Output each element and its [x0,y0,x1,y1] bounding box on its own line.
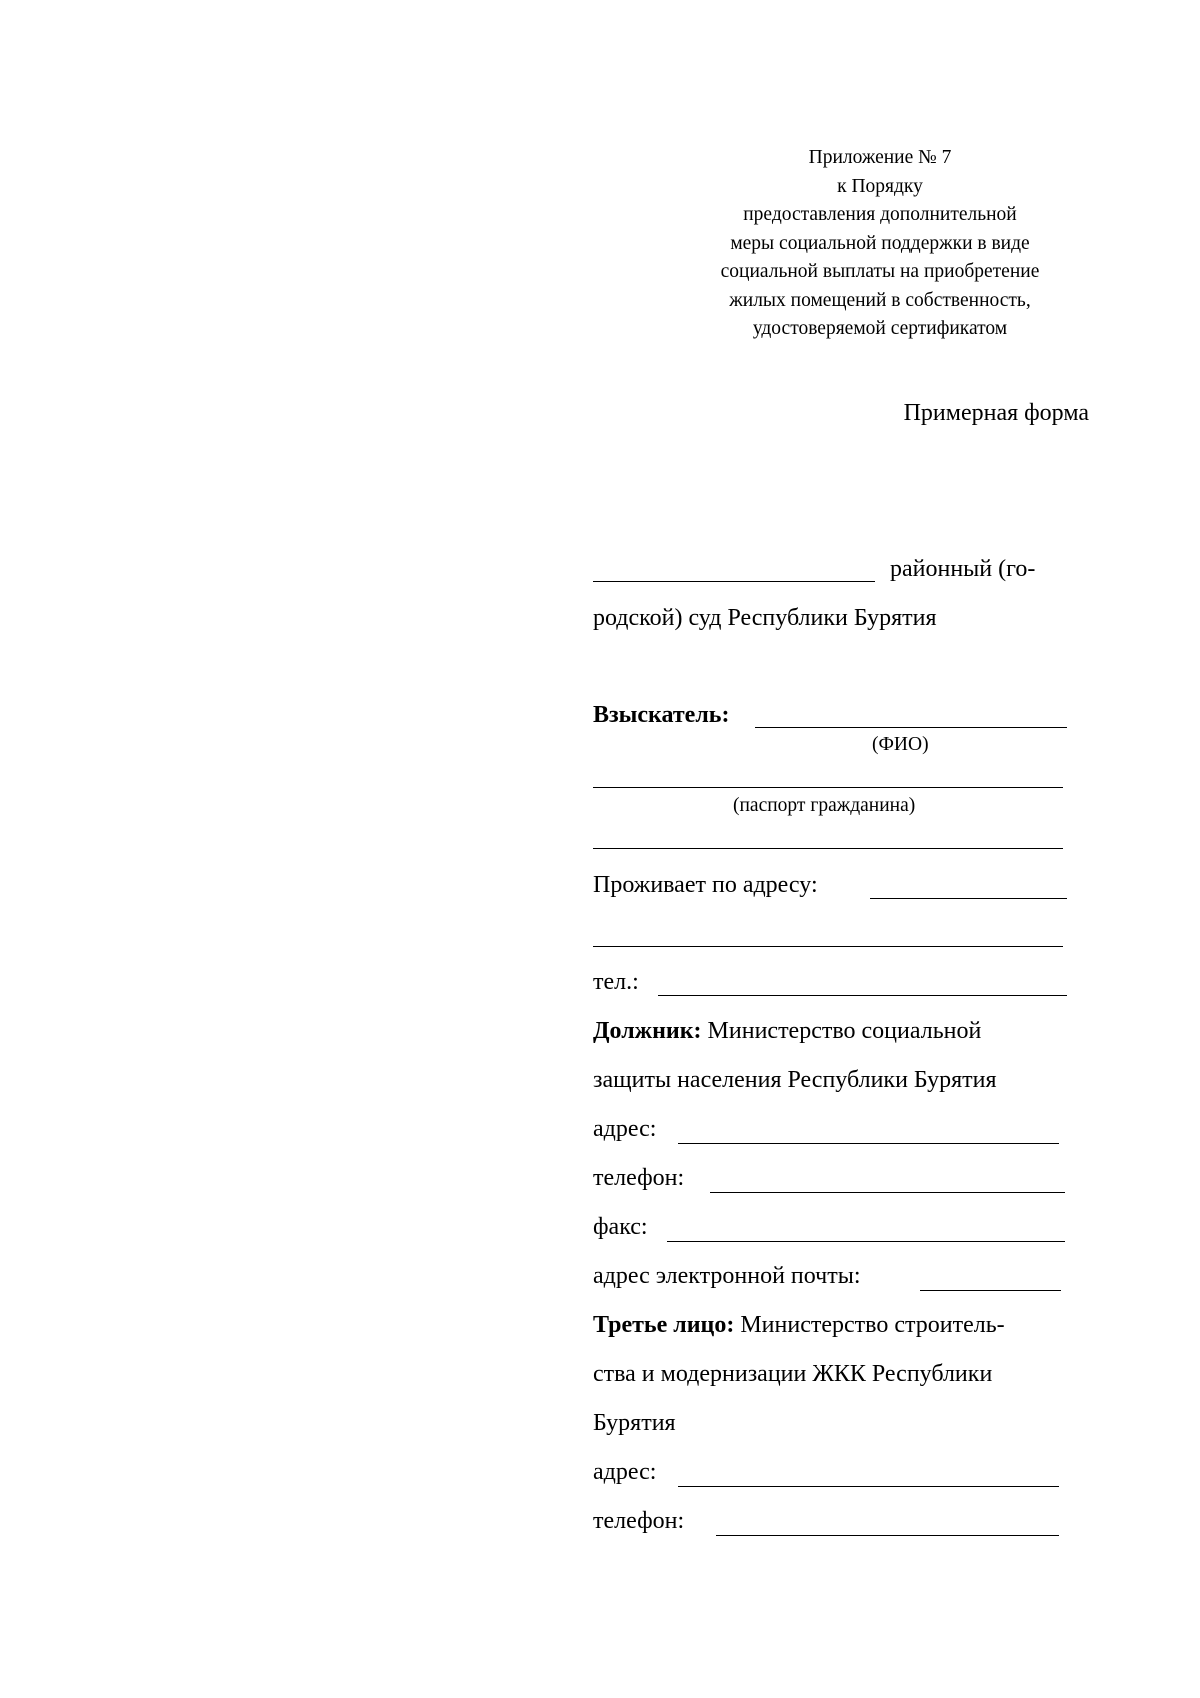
debtor-fax-label: факс: [593,1214,648,1240]
debtor-name-line1: Министерство социальной [707,1018,982,1044]
debtor-address-label: адрес: [593,1116,657,1142]
claimant-address-field[interactable] [870,898,1067,899]
claimant-fio-field-2[interactable] [593,787,1063,788]
third-party-name-line1: Министерство строитель- [740,1312,1005,1338]
claimant-phone-field[interactable] [658,995,1067,996]
claimant-label-text: Взыскатель: [593,702,730,728]
court-line2: родской) суд Республики Бурятия [593,605,937,631]
third-party-line1 [593,1310,1005,1340]
claimant-fio-field[interactable] [755,727,1067,728]
debtor-email-label: адрес электронной почты: [593,1263,861,1289]
passport-caption: (паспорт гражданина) [733,795,916,816]
debtor-phone-field[interactable] [710,1192,1065,1193]
third-party-phone-label: телефон: [593,1508,685,1534]
form-label: Примерная форма [903,400,1089,426]
court-name-field[interactable] [593,581,875,582]
annex-header [675,144,1085,344]
annex-line: предоставления дополнительной [743,204,1017,225]
court-line1-suffix: районный (го- [890,556,1036,582]
third-party-name-line3: Бурятия [593,1410,676,1436]
fio-caption: (ФИО) [872,734,929,755]
debtor-label: Должник: [593,1018,702,1044]
annex-line: социальной выплаты на приобретение [720,261,1040,282]
third-party-address-field[interactable] [678,1486,1059,1487]
annex-line: Приложение № 7 [808,147,952,168]
claimant-address-label: Проживает по адресу: [593,872,818,898]
debtor-name-line2: защиты населения Республики Бурятия [593,1067,997,1093]
claimant-address-field-2[interactable] [593,946,1063,947]
claimant-phone-label: тел.: [593,969,639,995]
annex-line: удостоверяемой сертификатом [752,318,1008,339]
claimant-label [593,700,729,730]
third-party-address-label: адрес: [593,1459,657,1485]
debtor-fax-field[interactable] [667,1241,1065,1242]
third-party-phone-field[interactable] [716,1535,1059,1536]
third-party-name-line2: ства и модернизации ЖКК Республики [593,1361,993,1387]
debtor-line1 [593,1016,981,1046]
claimant-passport-field[interactable] [593,848,1063,849]
debtor-phone-label: телефон: [593,1165,685,1191]
third-party-label: Третье лицо: [593,1312,735,1338]
annex-line: к Порядку [837,175,923,197]
annex-line: жилых помещений в собственность, [729,289,1031,311]
annex-line: меры социальной поддержки в виде [730,232,1030,254]
debtor-email-field[interactable] [920,1290,1061,1291]
debtor-address-field[interactable] [678,1143,1059,1144]
